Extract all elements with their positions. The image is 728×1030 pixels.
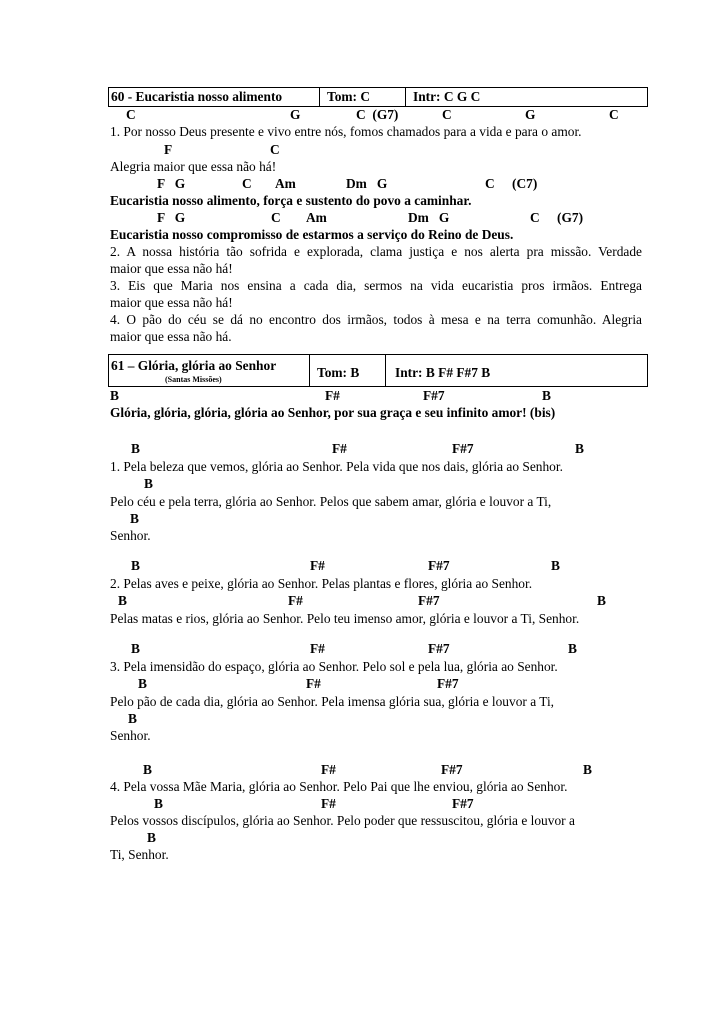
verse-line: 4. O pão do céu se dá no encontro dos irmãos, todos à mesa e na terra comunhão. Alegria [110,312,642,327]
chord: B [144,476,153,491]
song-60-header [108,87,648,107]
chord: C (G7) [356,107,399,122]
chord: B [130,511,139,526]
verse-line: 3. Eis que Maria nos ensina a cada dia, sermos na vida eucaristia pros irmãos. Entrega [110,278,642,293]
chord: F#7 [418,593,440,608]
chord: F# [310,641,325,656]
chord: F# [325,388,340,403]
song-61-subtitle: (Santas Missões) [165,375,222,384]
refrain-line: Glória, glória, glória, glória ao Senhor, por sua graça e seu infinito amor! (bis) [110,405,556,420]
chord: C [485,176,495,191]
chord: B [138,676,147,691]
song-61-header [108,354,648,387]
verse-line: 2. Pelas aves e peixe, glória ao Senhor. Pelas plantas e flores, glória ao Senhor. [110,576,533,591]
chord: F#7 [437,676,459,691]
chord: G [290,107,301,122]
chord: F G [157,210,186,225]
chord: F#7 [452,441,474,456]
chord: C [271,210,281,225]
chord: C [126,107,136,122]
lyric-line: Alegria maior que essa não há! [110,159,277,174]
verse-line: maior que essa não há! [110,261,233,276]
verse-line: Ti, Senhor. [110,847,169,862]
song-61-intro: Intr: B F# F#7 B [395,365,491,380]
chord: C [609,107,619,122]
chord: (C7) [512,176,538,191]
chord: F# [288,593,303,608]
verse-line: Senhor. [110,728,151,743]
chord: F#7 [428,641,450,656]
chord: F#7 [423,388,445,403]
intro-cell [385,355,386,386]
verse-line: Senhor. [110,528,151,543]
chord: B [128,711,137,726]
tom-cell [309,355,310,386]
chord: C [442,107,452,122]
song-60-title: 60 - Eucaristia nosso alimento [111,89,283,104]
verse-line: Pelo céu e pela terra, glória ao Senhor. Pelos que sabem amar, glória e louvor a Ti, [110,494,552,509]
verse-line: Pelos vossos discípulos, glória ao Senhor. Pelo poder que ressuscitou, glória e louvor a [110,813,575,828]
chord: C [242,176,252,191]
chord: (G7) [557,210,584,225]
chord: Am [275,176,296,191]
verse-line: Pelo pão de cada dia, glória ao Senhor. Pela imensa glória sua, glória e louvor a Ti, [110,694,555,709]
chord: F# [321,796,336,811]
chord: B [575,441,584,456]
chord: B [583,762,592,777]
chord: B [597,593,606,608]
chord: Dm G [408,210,450,225]
chord: F#7 [428,558,450,573]
chord: F#7 [452,796,474,811]
song-61-tom: Tom: B [317,365,360,380]
chord: B [143,762,152,777]
verse-line: 2. A nossa história tão sofrida e explorada, clama justiça e nos alerta pra missão. Verdade [110,244,642,259]
chord: Am [306,210,327,225]
chord: F [164,142,173,157]
chord: F#7 [441,762,463,777]
lyric-line: Eucaristia nosso compromisso de estarmos a serviço do Reino de Deus. [110,227,514,242]
chord: C [530,210,540,225]
verse-line: Pelas matas e rios, glória ao Senhor. Pelo teu imenso amor, glória e louvor a Ti, Senhor. [110,611,580,626]
chord: F# [310,558,325,573]
song-61-title: 61 – Glória, glória ao Senhor [111,358,277,373]
verse-line: maior que essa não há. [110,329,232,344]
chord: B [147,830,156,845]
song-60-intro: Intr: C G C [413,89,481,104]
tom-cell [319,88,320,106]
chord: F G [157,176,186,191]
lyric-line: 1. Por nosso Deus presente e vivo entre nós, fomos chamados para a vida e para o amor. [110,124,582,139]
chord: B [542,388,551,403]
intro-cell [405,88,406,106]
song-60-tom: Tom: C [327,89,371,104]
chord: B [154,796,163,811]
chord: F# [332,441,347,456]
chord: B [118,593,127,608]
chord: C [270,142,280,157]
chord: B [131,558,140,573]
chord: B [568,641,577,656]
verse-line: maior que essa não há! [110,295,233,310]
chord: F# [321,762,336,777]
chord: B [131,641,140,656]
verse-line: 4. Pela vossa Mãe Maria, glória ao Senhor. Pelo Pai que lhe enviou, glória ao Senhor. [110,779,568,794]
chord: F# [306,676,321,691]
chord: B [131,441,140,456]
chord: Dm G [346,176,388,191]
verse-line: 1. Pela beleza que vemos, glória ao Senhor. Pela vida que nos dais, glória ao Senhor. [110,459,563,474]
chord: B [110,388,119,403]
lyric-line: Eucaristia nosso alimento, força e sustento do povo a caminhar. [110,193,472,208]
chord: G [525,107,536,122]
verse-line: 3. Pela imensidão do espaço, glória ao Senhor. Pelo sol e pela lua, glória ao Senhor. [110,659,558,674]
chord: B [551,558,560,573]
